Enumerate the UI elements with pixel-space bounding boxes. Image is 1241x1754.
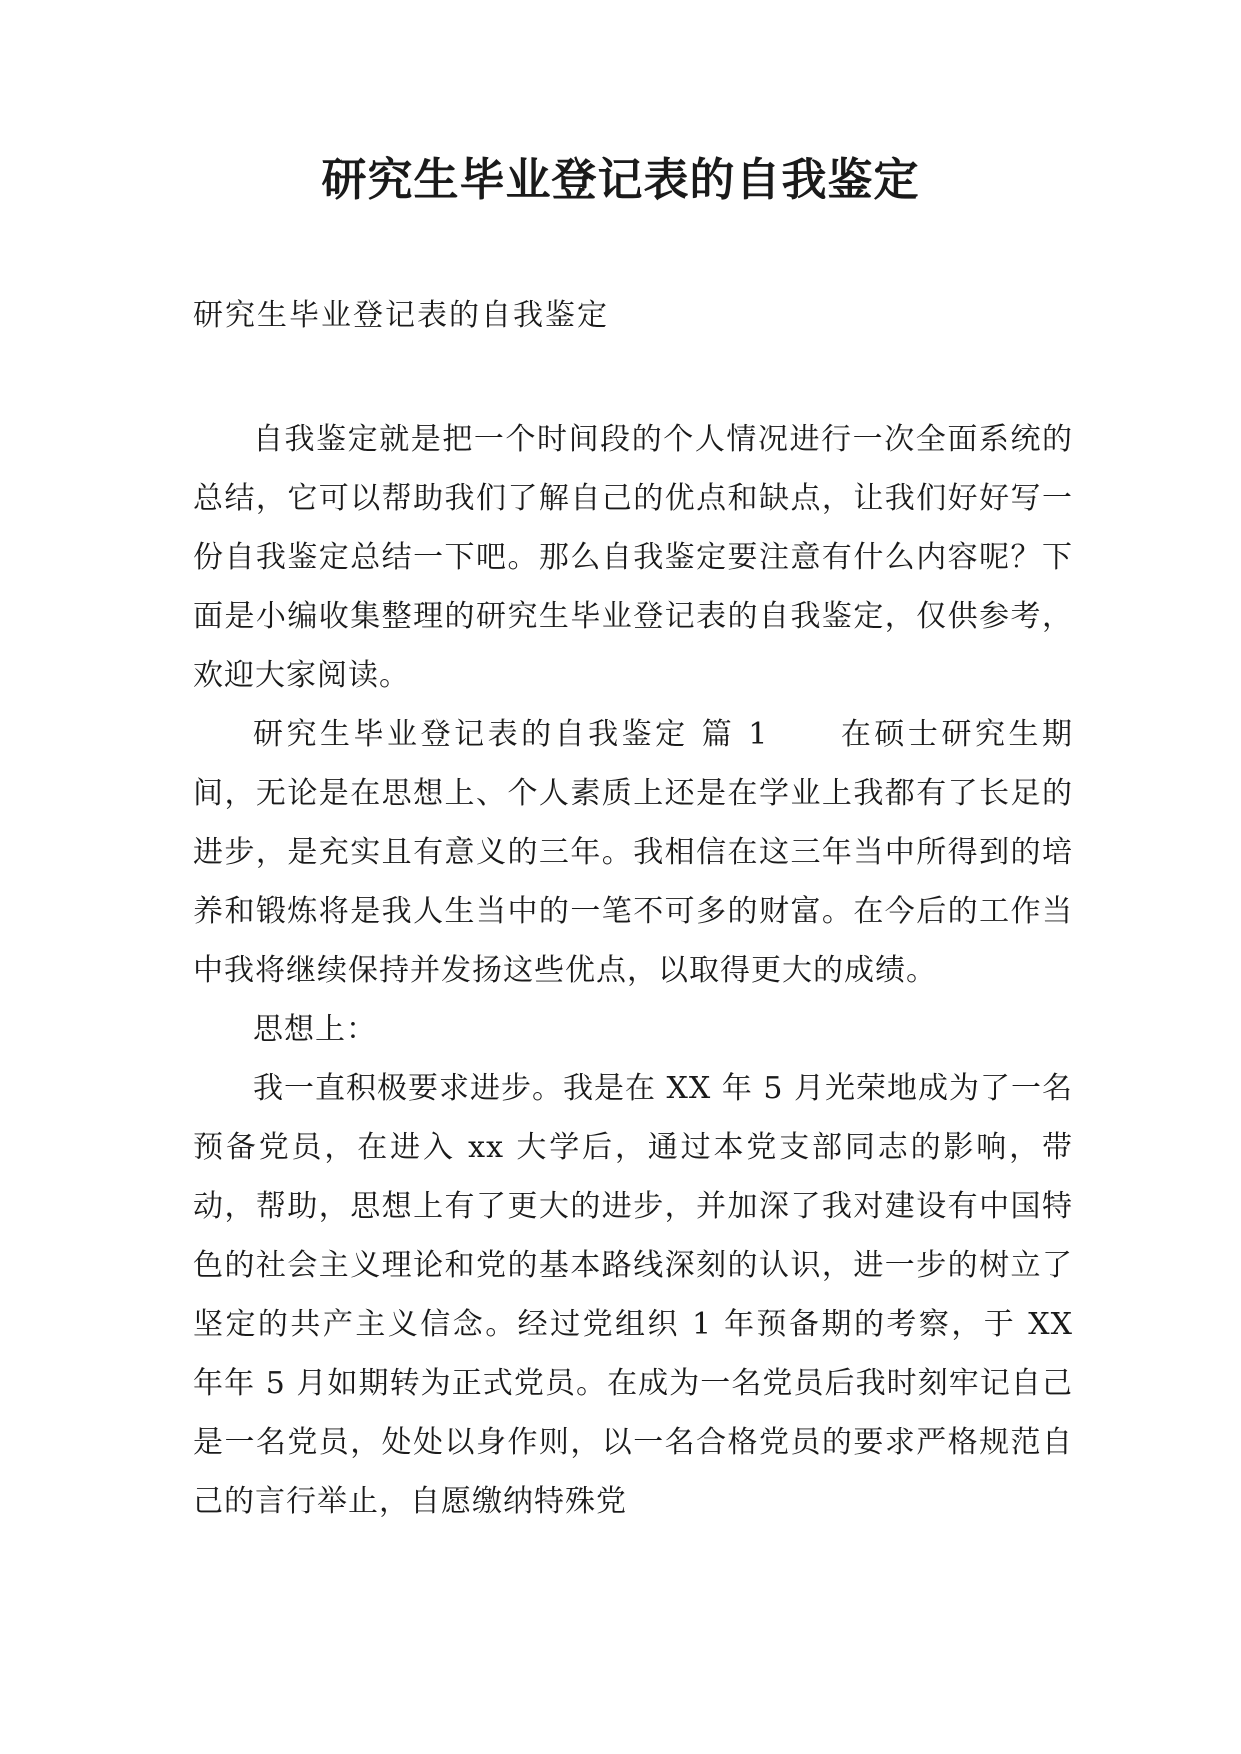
intro-paragraph: 自我鉴定就是把一个时间段的个人情况进行一次全面系统的总结，它可以帮助我们了解自己的优点和缺点，让我们好好写一份自我鉴定总结一下吧。那么自我鉴定要注意有什么内容呢？下面是小编收集整理的研究生毕业登记表的自我鉴定，仅供参考，欢迎大家阅读。 [193, 422, 1073, 693]
document-title: 研究生毕业登记表的自我鉴定 [321, 153, 920, 206]
thought-paragraph: 我一直积极要求进步。我是在 XX 年 5 月光荣地成为了一名预备党员，在进入 xx 大学后，通过本党支部同志的影响，带动，帮助，思想上有了更大的进步，并加深了我对建设有中国特色的社会主义理论和党的基本路线深刻的认识，进一步的树立了坚定的共产主义信念。经过党组织 1 年预备期的考察，于 XX 年年 5 月如期转为正式党员。在成为一名党员后我时刻牢记自己是一名党员，处处以身作则，以一名合格党员的要求严格规范自己的言行举止，自愿缴纳特殊党 [193, 1071, 1073, 1519]
section-body: 在硕士研究生期间，无论是在思想上、个人素质上还是在学业上我都有了长足的进步，是充实且有意义的三年。我相信在这三年当中所得到的培养和锻炼将是我人生当中的一笔不可多的财富。在今后的工作当中我将继续保持并发扬这些优点，以取得更大的成绩。 [193, 717, 1073, 988]
document-body [193, 410, 1073, 1531]
section-paragraph [193, 705, 1073, 1000]
document-subtitle: 研究生毕业登记表的自我鉴定 [193, 298, 609, 333]
thought-heading: 思想上： [253, 1012, 377, 1047]
section-heading: 研究生毕业登记表的自我鉴定 篇 1 [253, 717, 769, 752]
